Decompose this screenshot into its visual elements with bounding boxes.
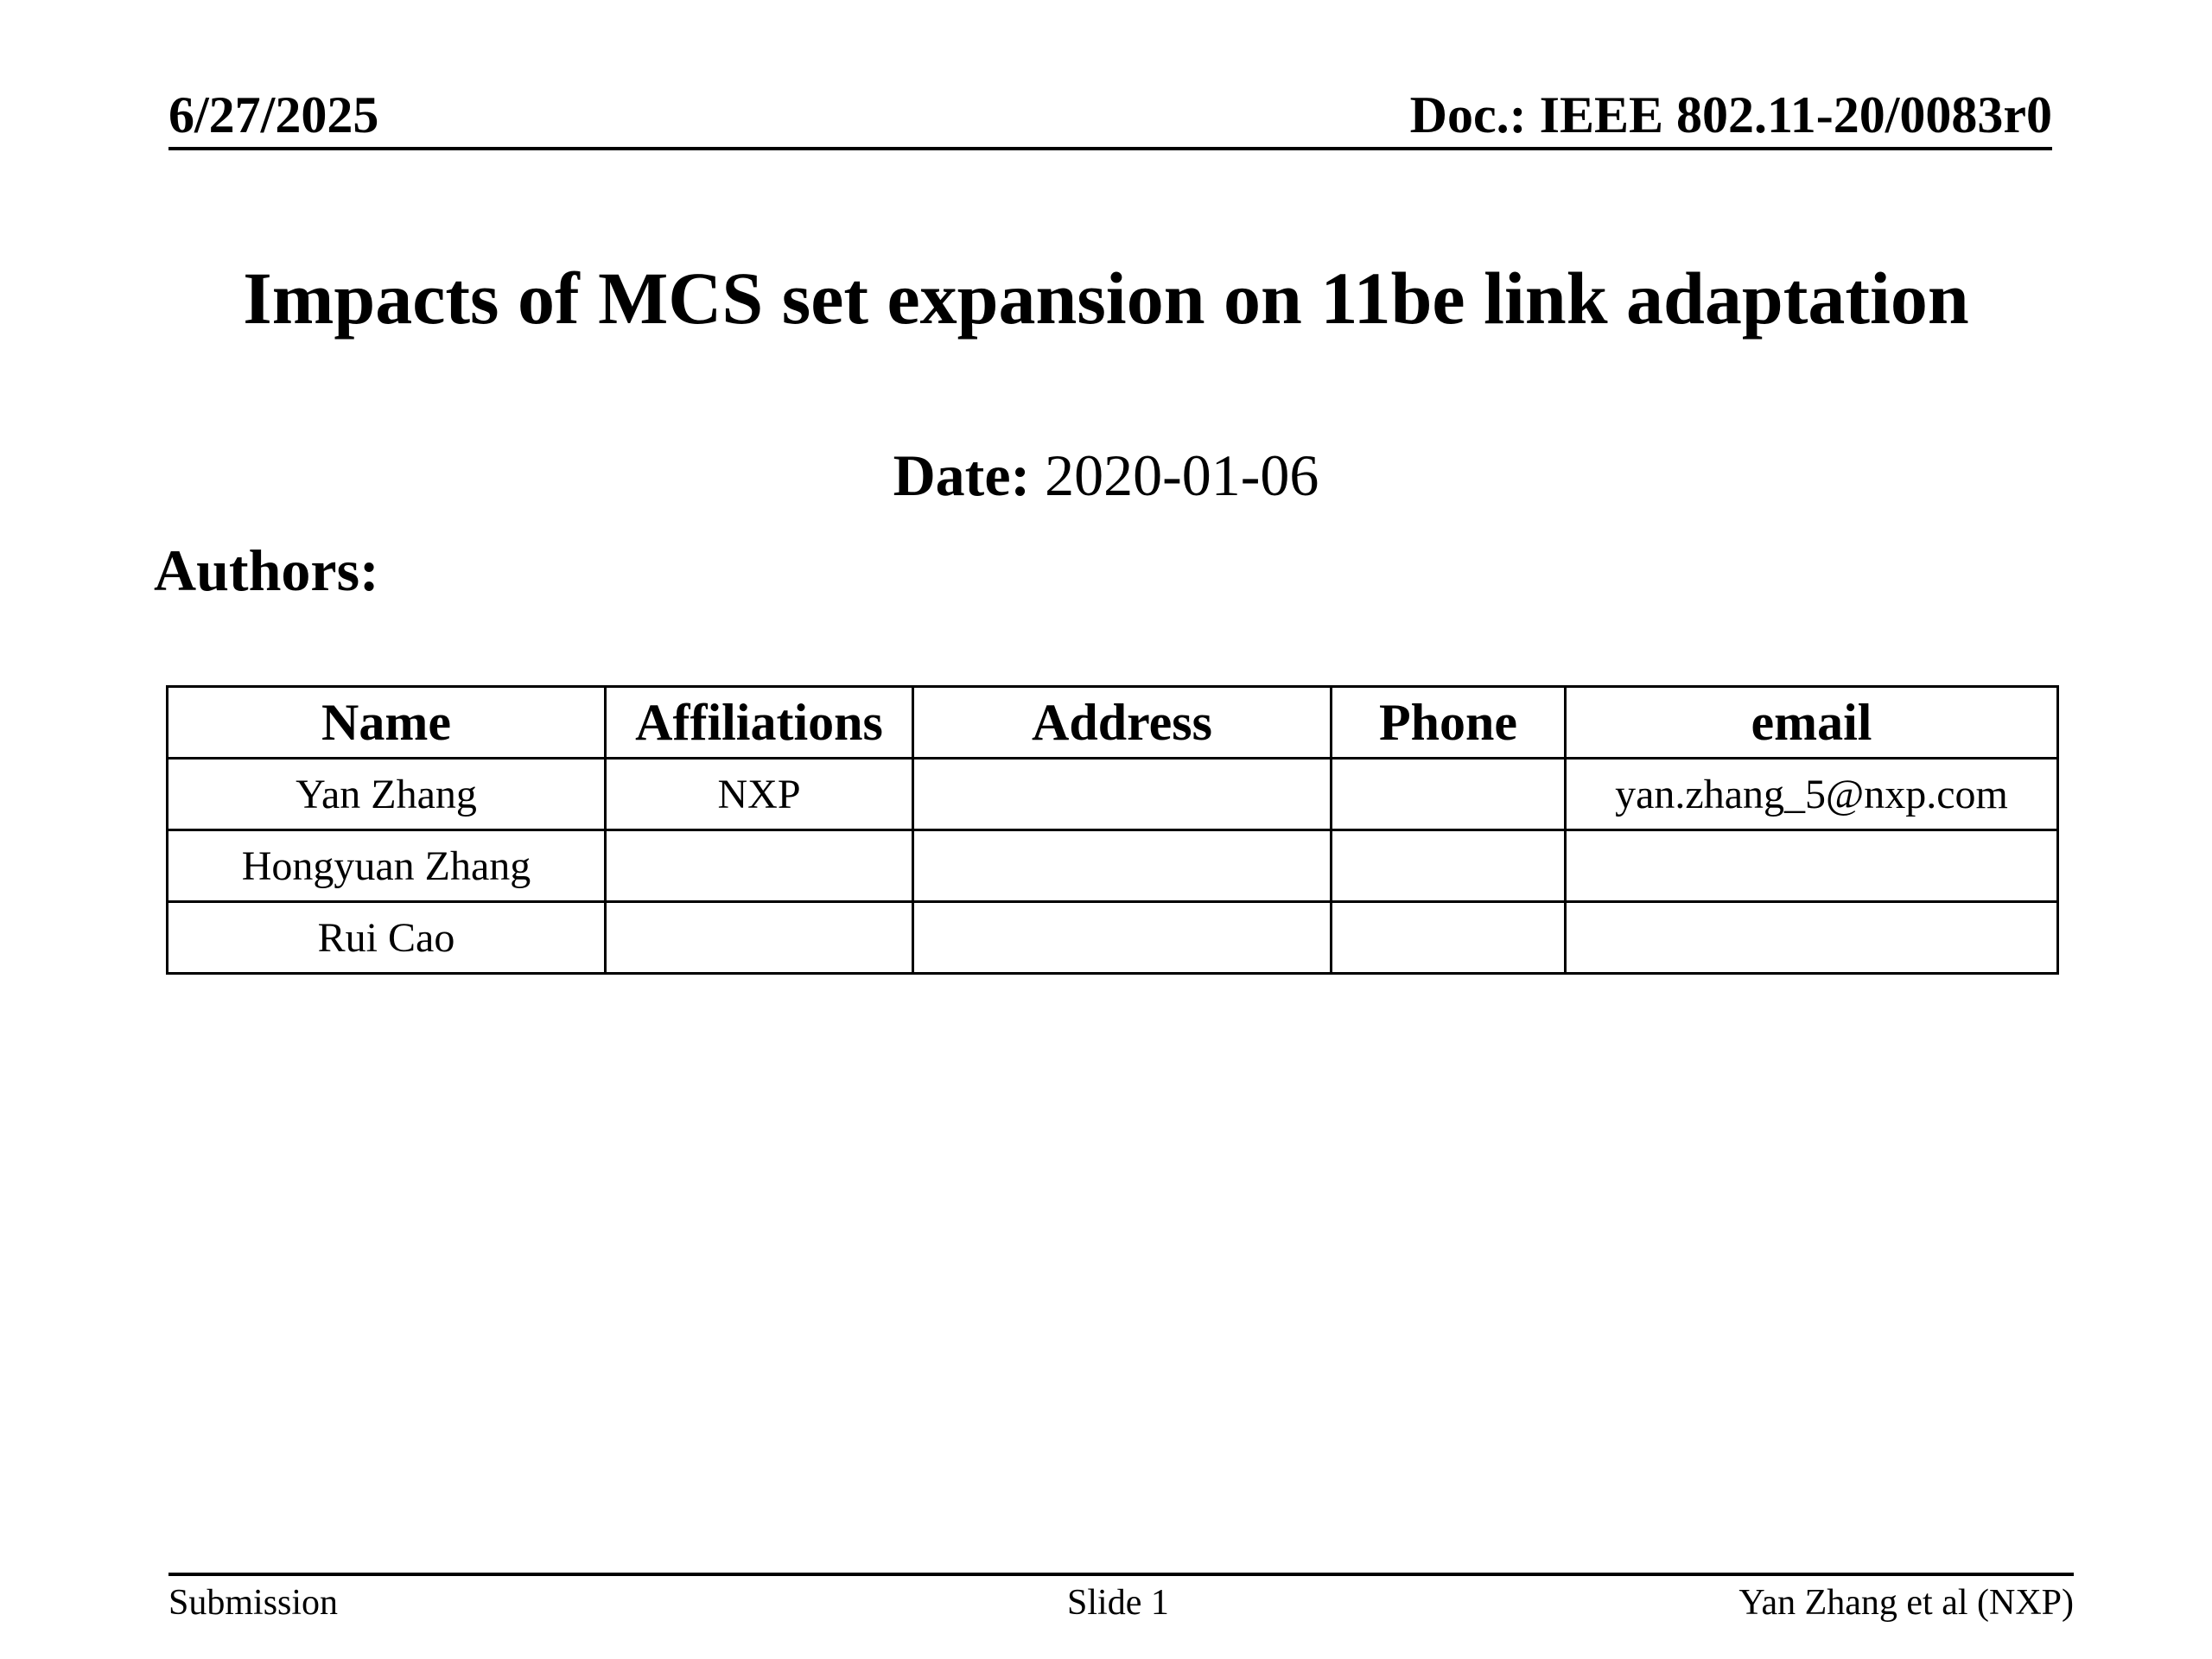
slide-footer (168, 1573, 2074, 1628)
footer-slide-number: Slide 1 (1067, 1583, 1169, 1623)
author-phone (1332, 902, 1566, 974)
table-row (168, 902, 2058, 974)
footer-authors: Yan Zhang et al (NXP) (1738, 1583, 2074, 1623)
column-header-phone: Phone (1332, 687, 1566, 759)
author-affiliation: NXP (606, 759, 913, 830)
author-name: Yan Zhang (168, 759, 606, 830)
author-email: yan.zhang_5@nxp.com (1566, 759, 2058, 830)
column-header-name: Name (168, 687, 606, 759)
date-line (0, 441, 2212, 510)
date-value: 2020-01-06 (1045, 442, 1319, 508)
author-address (913, 830, 1332, 902)
column-header-email: email (1566, 687, 2058, 759)
slide-title: Impacts of MCS set expansion on 11be link adaptation (243, 257, 1969, 340)
table-row (168, 830, 2058, 902)
author-address (913, 902, 1332, 974)
table-row (168, 759, 2058, 830)
column-header-address: Address (913, 687, 1332, 759)
author-email (1566, 830, 2058, 902)
author-email (1566, 902, 2058, 974)
footer-submission: Submission (168, 1583, 339, 1623)
header-doc-id: Doc.: IEEE 802.11-20/0083r0 (1409, 86, 2052, 143)
author-affiliation (606, 830, 913, 902)
slide-header (168, 85, 2052, 150)
authors-heading: Authors: (154, 537, 379, 603)
author-address (913, 759, 1332, 830)
column-header-affiliations: Affiliations (606, 687, 913, 759)
author-phone (1332, 759, 1566, 830)
authors-table (166, 685, 2059, 975)
author-phone (1332, 830, 1566, 902)
table-header-row (168, 687, 2058, 759)
date-label: Date: (893, 442, 1031, 508)
author-affiliation (606, 902, 913, 974)
author-name: Hongyuan Zhang (168, 830, 606, 902)
header-date: 6/27/2025 (168, 86, 379, 143)
author-name: Rui Cao (168, 902, 606, 974)
